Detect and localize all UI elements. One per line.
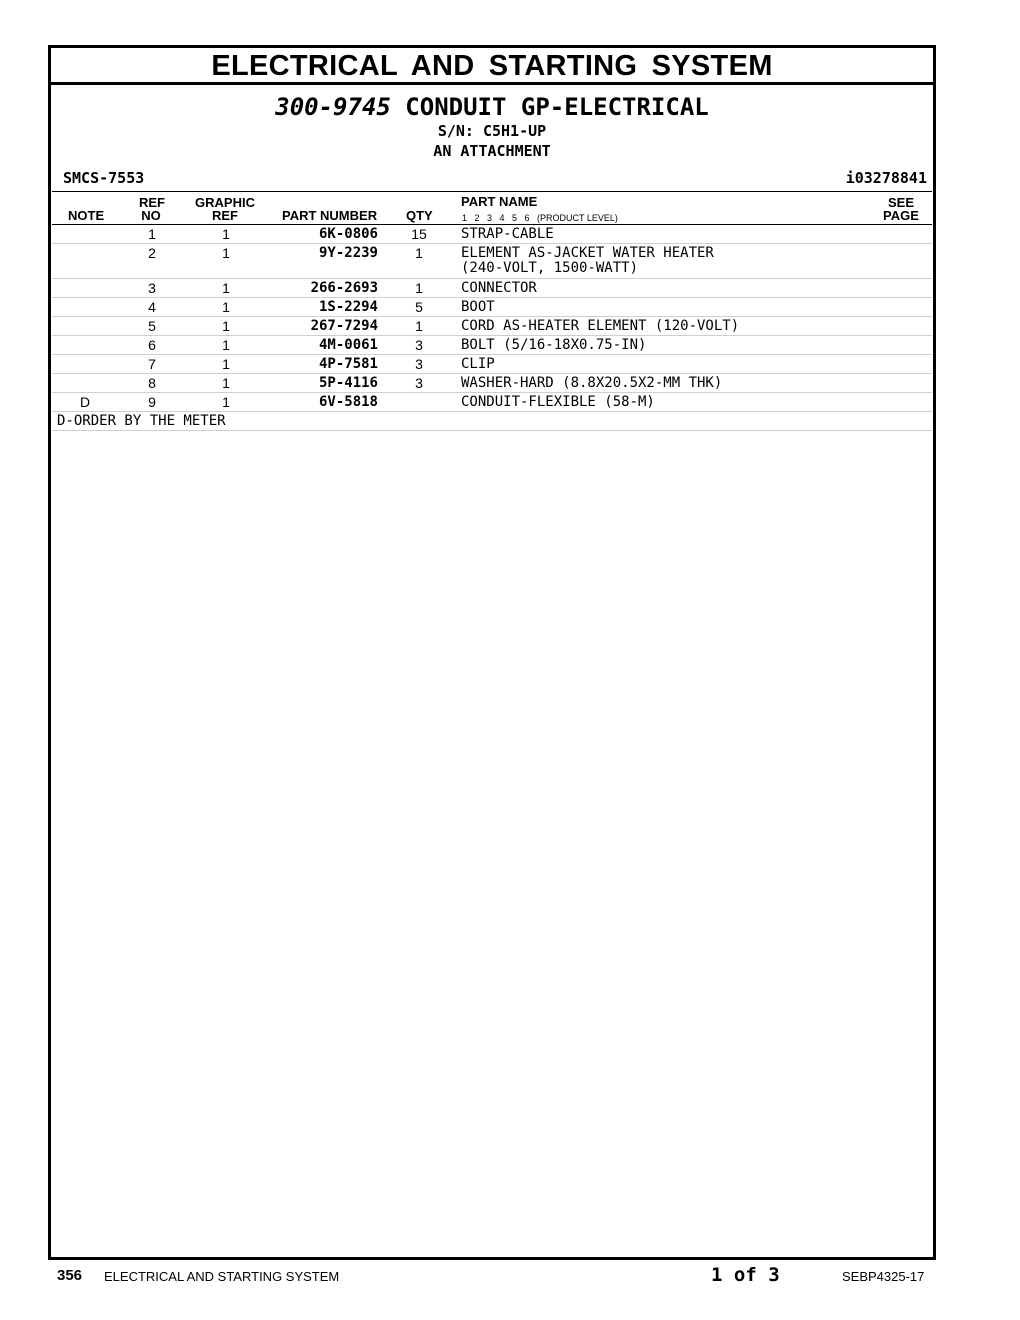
footnote: D-ORDER BY THE METER: [57, 413, 226, 429]
table-row: [52, 298, 932, 317]
row-part-number: 5P-4116: [318, 375, 378, 391]
row-graphic-ref: 1: [222, 226, 230, 242]
row-ref: 2: [148, 245, 156, 261]
row-part-number: 6V-5818: [318, 394, 378, 410]
col-see-page-bottom: PAGE: [883, 208, 919, 223]
row-qty: 3: [415, 356, 423, 372]
row-qty: 1: [415, 245, 423, 261]
table-row: [52, 244, 932, 279]
col-graphic-ref-top: GRAPHIC: [195, 195, 255, 210]
row-part-number: 9Y-2239: [318, 245, 378, 261]
row-part-name: CLIP: [461, 356, 495, 372]
row-part-name: ELEMENT AS-JACKET WATER HEATER: [461, 245, 714, 261]
row-part-name: BOOT: [461, 299, 495, 315]
document-id: SEBP4325-17: [842, 1269, 925, 1284]
row-part-number: 266-2693: [310, 280, 378, 296]
col-part-number: PART NUMBER: [282, 208, 378, 223]
row-note: D: [79, 394, 91, 410]
row-part-number: 6K-0806: [318, 226, 378, 242]
row-graphic-ref: 1: [222, 337, 230, 353]
table-row: [52, 279, 932, 298]
row-ref: 6: [148, 337, 156, 353]
row-ref: 4: [148, 299, 156, 315]
row-graphic-ref: 1: [222, 375, 230, 391]
row-part-number: 4M-0061: [318, 337, 378, 353]
col-graphic-ref-bottom: REF: [212, 208, 238, 223]
row-part-name: CORD AS-HEATER ELEMENT (120-VOLT): [461, 318, 740, 334]
table-row: [52, 355, 932, 374]
table-row: [52, 374, 932, 393]
col-product-level: 1 2 3 4 5 6 (PRODUCT LEVEL): [462, 213, 618, 223]
page-of: 1 of 3: [711, 1264, 780, 1286]
attachment-label: AN ATTACHMENT: [433, 142, 551, 160]
table-row: [52, 393, 932, 412]
row-ref: 5: [148, 318, 156, 334]
group-header: [51, 93, 933, 161]
table-header: [52, 191, 932, 225]
col-ref-no-bottom: NO: [141, 208, 161, 223]
row-graphic-ref: 1: [222, 394, 230, 410]
page-number: 356: [57, 1267, 83, 1284]
row-qty: 1: [415, 280, 423, 296]
row-graphic-ref: 1: [222, 356, 230, 372]
row-ref: 8: [148, 375, 156, 391]
row-part-number: 267-7294: [310, 318, 378, 334]
row-part-name: STRAP-CABLE: [461, 226, 554, 242]
table-row: [52, 336, 932, 355]
row-part-number: 1S-2294: [318, 299, 378, 315]
serial-number: S/N: C5H1-UP: [437, 122, 547, 140]
col-ref-no-top: REF: [139, 195, 165, 210]
table-row: [52, 225, 932, 244]
table-row: [52, 317, 932, 336]
smcs-code: SMCS-7553: [63, 169, 145, 187]
row-graphic-ref: 1: [222, 245, 230, 261]
col-see-page-top: SEE: [887, 195, 914, 210]
row-part-name: CONDUIT-FLEXIBLE (58-M): [461, 394, 655, 410]
row-ref: 3: [148, 280, 156, 296]
image-id: i03278841: [845, 169, 927, 187]
group-part-number: 300-9745: [275, 93, 391, 121]
row-qty: 5: [415, 299, 423, 315]
group-name: CONDUIT GP-ELECTRICAL: [405, 93, 709, 121]
col-qty: QTY: [406, 208, 433, 223]
row-qty: 3: [415, 375, 423, 391]
code-line: [51, 167, 933, 191]
row-part-name-continued: (240-VOLT, 1500-WATT): [461, 260, 639, 276]
footnote-row: [52, 412, 932, 431]
row-part-name: CONNECTOR: [461, 280, 537, 296]
page-frame: [48, 45, 936, 1260]
row-ref: 9: [148, 394, 156, 410]
row-graphic-ref: 1: [222, 318, 230, 334]
row-qty: 1: [415, 318, 423, 334]
col-part-name: PART NAME: [461, 194, 538, 209]
page-footer: [0, 1266, 1020, 1290]
footer-section: ELECTRICAL AND STARTING SYSTEM: [104, 1269, 340, 1284]
row-part-name: WASHER-HARD (8.8X20.5X2-MM THK): [461, 375, 723, 391]
row-ref: 1: [148, 226, 156, 242]
col-note: NOTE: [68, 208, 105, 223]
row-qty: 15: [411, 226, 427, 242]
row-graphic-ref: 1: [222, 280, 230, 296]
row-part-number: 4P-7581: [318, 356, 378, 372]
row-qty: 3: [415, 337, 423, 353]
row-ref: 7: [148, 356, 156, 372]
section-title: ELECTRICAL AND STARTING SYSTEM: [51, 48, 933, 85]
row-part-name: BOLT (5/16-18X0.75-IN): [461, 337, 647, 353]
group-title: [51, 93, 933, 121]
row-graphic-ref: 1: [222, 299, 230, 315]
